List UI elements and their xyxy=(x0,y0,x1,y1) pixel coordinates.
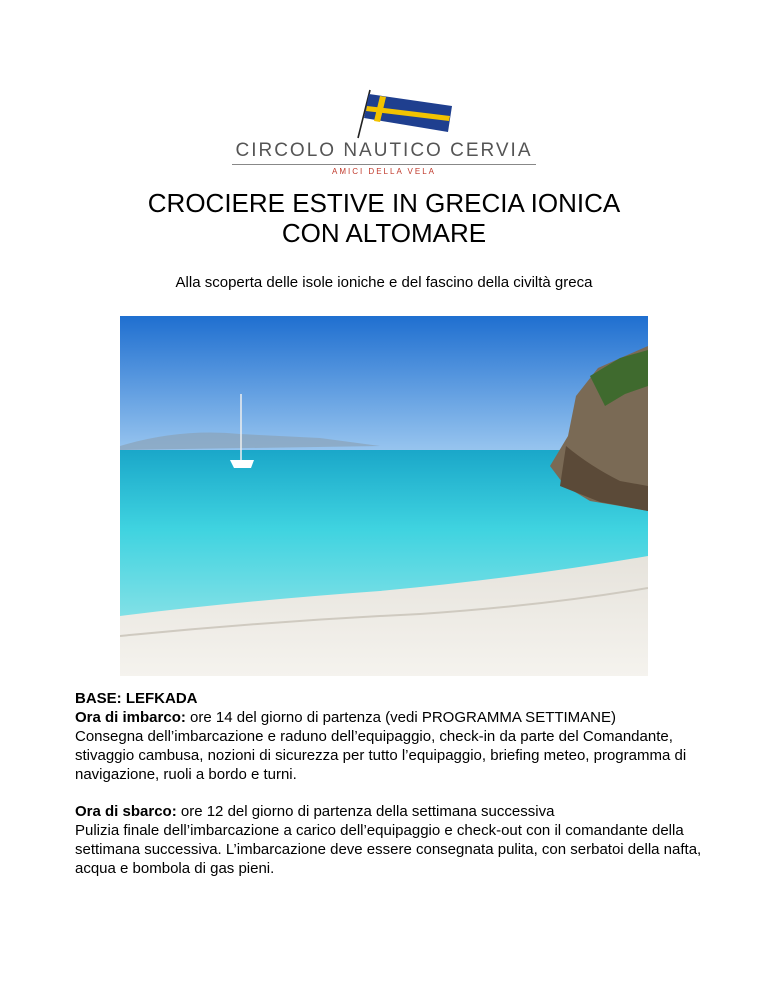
landing-label: Ora di sbarco: xyxy=(75,803,177,820)
boarding-time xyxy=(75,708,715,727)
landing-time xyxy=(75,802,715,821)
title-line-2: CON ALTOMARE xyxy=(281,218,487,248)
bay-photo xyxy=(120,316,648,676)
title-line-1: CROCIERE ESTIVE IN GRECIA IONICA xyxy=(147,188,621,218)
club-logo xyxy=(232,88,536,180)
club-tagline: AMICI DELLA VELA xyxy=(331,167,437,176)
landing-details: Pulizia finale dell’imbarcazione a carico dell’equipaggio e check-out con il comandante della settimana successiva. L’imbarcazione deve essere consegnata pulita, con serbatoi della nafta, acqua e bombola di gas pieni. xyxy=(75,822,702,877)
boarding-value: ore 14 del giorno di partenza (vedi PROGRAMMA SETTIMANE) xyxy=(185,709,617,726)
sailing-pennant-icon xyxy=(340,88,460,140)
page-subtitle: Alla scoperta delle isole ioniche e del fascino della civiltà greca xyxy=(175,274,593,291)
crossing-details xyxy=(75,689,715,878)
base-heading: BASE: LEFKADA xyxy=(75,690,198,707)
logo-divider xyxy=(232,164,536,165)
boarding-details: Consegna dell’imbarcazione e raduno dell’equipaggio, check-in da parte del Comandante, stivaggio cambusa, nozioni di sicurezza per tutto l’equipaggio, briefing meteo, programma di navigazione, ruoli a bordo e turni. xyxy=(75,728,687,783)
club-name: CIRCOLO NAUTICO CERVIA xyxy=(235,140,533,161)
landing-value: ore 12 del giorno di partenza della settimana successiva xyxy=(176,803,555,820)
boarding-label: Ora di imbarco: xyxy=(75,709,186,726)
page-title xyxy=(0,188,768,248)
